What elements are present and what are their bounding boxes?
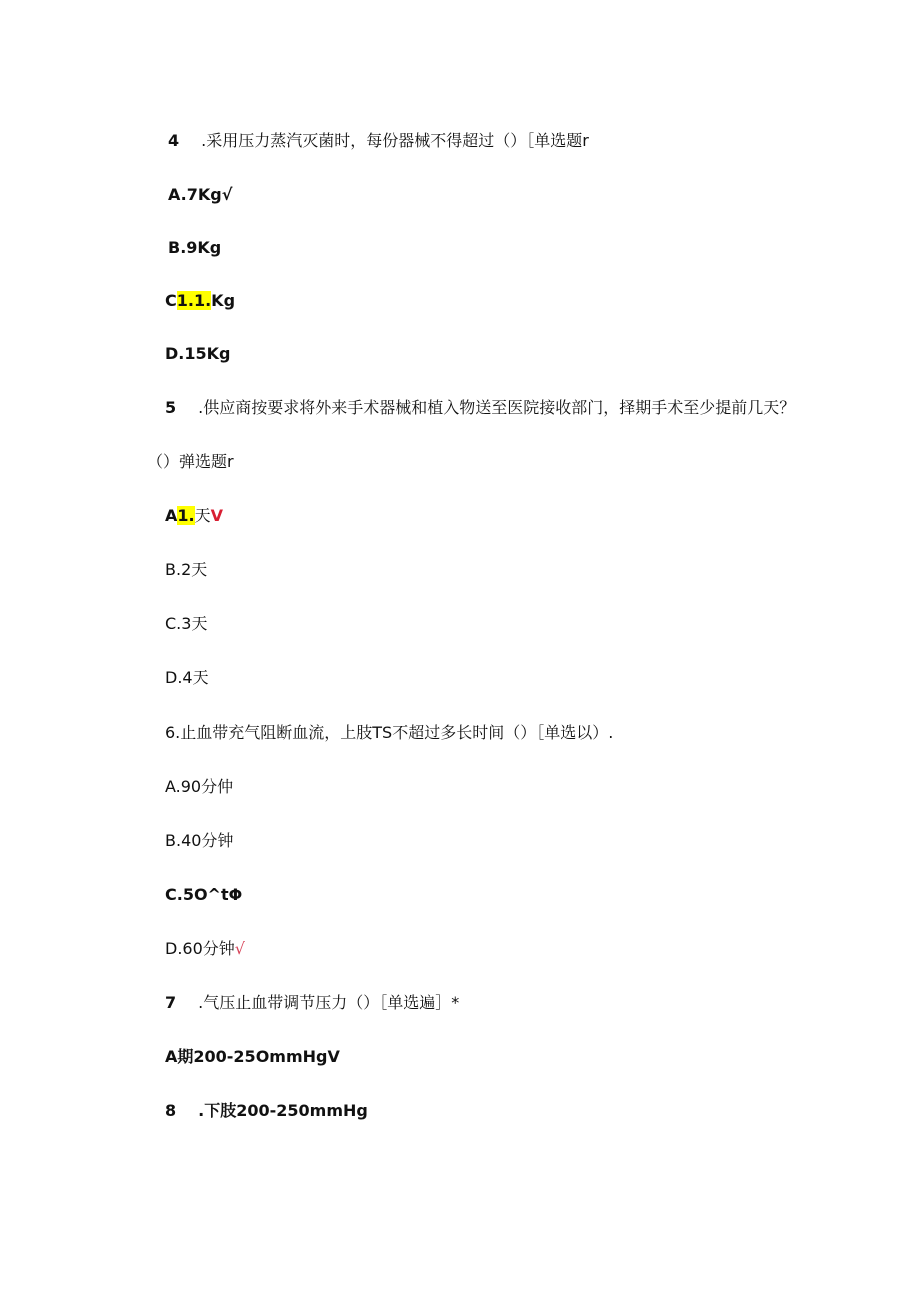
check-mark-icon: √ bbox=[234, 939, 245, 958]
option-text: C.3天 bbox=[165, 614, 208, 633]
question-text: .下肢200-250mmHg bbox=[198, 1101, 368, 1120]
option-text: C.5O^tΦ bbox=[165, 885, 243, 904]
q5-option-a bbox=[165, 505, 223, 527]
check-mark-icon: V bbox=[210, 506, 224, 525]
q6-option-d bbox=[165, 938, 245, 960]
option-text: 天 bbox=[194, 506, 211, 525]
question-number: 8 bbox=[165, 1101, 177, 1120]
q6-option-b bbox=[165, 830, 233, 852]
option-text: B.9Kg bbox=[168, 238, 222, 257]
q5-option-d bbox=[165, 667, 209, 689]
q5-option-c bbox=[165, 613, 207, 635]
option-text: B.2天 bbox=[165, 560, 208, 579]
option-prefix: C bbox=[165, 291, 177, 310]
highlighted-text: 1.1. bbox=[176, 291, 212, 310]
option-prefix: A bbox=[165, 506, 178, 525]
question-8-stem bbox=[165, 1100, 368, 1122]
question-text: .供应商按要求将外来手术器械和植入物送至医院接收部门，择期手术至少提前几天？ bbox=[198, 398, 796, 417]
q7-option-a bbox=[165, 1046, 340, 1068]
q4-option-b bbox=[168, 237, 221, 259]
highlighted-text: 1. bbox=[177, 506, 195, 525]
option-text: D.60分钟 bbox=[165, 939, 235, 958]
q4-option-a bbox=[168, 184, 232, 206]
q4-option-d bbox=[165, 343, 230, 365]
q4-option-c bbox=[165, 290, 235, 312]
question-text: .气压止血带调节压力（）［单选遍］* bbox=[198, 993, 460, 1012]
option-text: B.40分钟 bbox=[165, 831, 234, 850]
question-5-stem-continued bbox=[147, 451, 234, 473]
question-number: 5 bbox=[165, 398, 177, 417]
option-text: D.4天 bbox=[165, 668, 209, 687]
option-text: D.15Kg bbox=[165, 344, 231, 363]
question-number: 4 bbox=[168, 131, 180, 150]
q6-option-a bbox=[165, 776, 233, 798]
question-text: （）弹选题r bbox=[147, 452, 234, 471]
q6-option-c bbox=[165, 884, 242, 906]
question-4-stem bbox=[168, 130, 589, 152]
question-text: .采用压力蒸汽灭菌时，每份器械不得超过（）［单选题r bbox=[201, 131, 589, 150]
option-text: A.90分仲 bbox=[165, 777, 234, 796]
check-mark-icon: √ bbox=[221, 185, 233, 204]
question-6-stem bbox=[165, 722, 613, 744]
option-text: A.7Kg bbox=[168, 185, 222, 204]
question-7-stem bbox=[165, 992, 459, 1014]
question-number: 7 bbox=[165, 993, 177, 1012]
option-text: A期200-25OmmHgV bbox=[165, 1047, 340, 1066]
q5-option-b bbox=[165, 559, 207, 581]
question-text: 6.止血带充气阻断血流，上肢TS不超过多长时间（）［单选以）. bbox=[165, 723, 614, 742]
question-5-stem bbox=[165, 397, 795, 419]
option-text: Kg bbox=[211, 291, 236, 310]
